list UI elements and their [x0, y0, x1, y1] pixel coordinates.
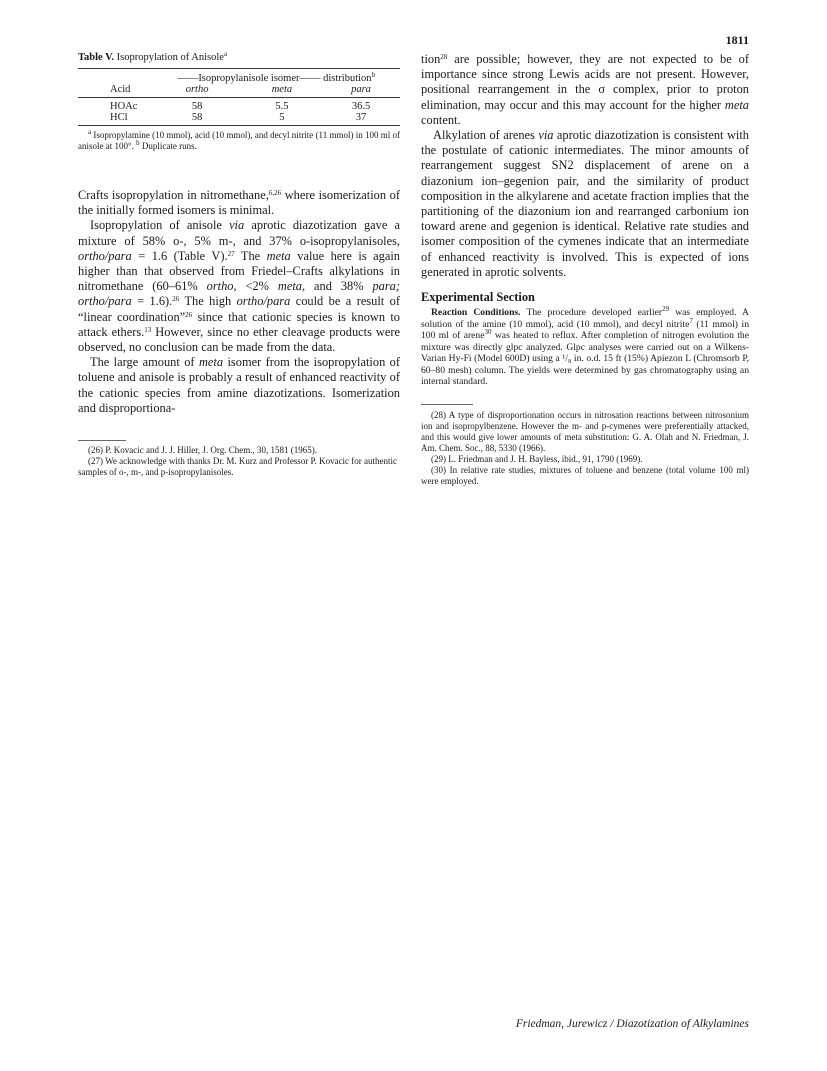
- paragraph: Alkylation of arenes via aprotic diazotization is consistent with the postulate of cationic intermediates. The minor amounts of rearrangement suggest SN2 displacement of arene on a diazonium ion–gegenion pair, and the similarity of product composition in the alkylarene and acetate fraction implies that the partitioning of the diazonium ion and rearranged carbonium ion toward arene and gegenion is identical. Relative rate studies and isomer composition of the cymenes indicate that an intermediate of enhanced reactivity is involved. This is expected of ions generated in aprotic solvents.: [421, 128, 749, 279]
- table-row: [78, 112, 400, 126]
- cell-ortho: 58: [152, 112, 241, 126]
- paragraph: Isopropylation of anisole via aprotic diazotization gave a mixture of 58% o-, 5% m-, and 37% o-isopropylanisoles, ortho/para = 1.6 (Table V).$^{27}$ The meta value here is again higher than that observed from Friedel–Crafts alkylations in nitromethane (60–61% ortho, <2% meta, and 38% para; ortho/para = 1.6).$^{26}$ The high ortho/para could be a result of “linear coordination”$^{26}$ since that cationic species is known to attack ethers.$^{13}$ However, since no ether cleavage products were observed, no conclusion can be made from the data.: [78, 218, 401, 355]
- experimental-text: [421, 307, 749, 388]
- isomer-table: [78, 68, 400, 126]
- cell-para: 37: [322, 112, 400, 126]
- footnote: (27) We acknowledge with thanks Dr. M. Kurz and Professor P. Kovacic for authentic samples of o-, m-, and p-isopropylanisoles.: [78, 456, 398, 478]
- table-group-header: ——Isopropylanisole isomer—— distribution$^b$: [177, 71, 376, 84]
- table-label: Table V.: [78, 52, 114, 63]
- table-note-b: Duplicate runs.: [141, 141, 197, 151]
- group-header-mark: b: [371, 71, 376, 79]
- left-footnotes: [78, 440, 400, 478]
- col-header-para: para: [322, 84, 400, 98]
- left-body-text: [78, 188, 400, 416]
- table-note-a: Isopropylamine (10 mmol), acid (10 mmol), and decyl nitrite (11 mmol) in 100 ml of anisole at 100°.: [78, 130, 400, 151]
- cell-para: 36.5: [351, 101, 371, 112]
- col-header-acid: Acid: [78, 84, 152, 98]
- cell-ortho: 58: [191, 101, 203, 112]
- footnote: (26) P. Kovacic and J. J. Hiller, J. Org. Chem., 30, 1581 (1965).: [88, 445, 317, 456]
- running-footer: Friedman, Jurewicz / Diazotization of Alkylamines: [515, 1018, 749, 1030]
- table-title: Isopropylation of Anisole: [116, 52, 224, 63]
- table-caption: [78, 52, 400, 63]
- section-heading: Experimental Section: [421, 290, 535, 305]
- table-row: [78, 98, 400, 113]
- left-column: [78, 52, 400, 478]
- paragraph: The large amount of meta isomer from the isopropylation of toluene and anisole is probably a result of enhanced reactivity of the cationic species from amine diazotizations. Isomerization and disproportiona-: [78, 355, 401, 415]
- paragraph: tion$^{28}$ are possible; however, they are not expected to be of importance since strong Lewis acids are not present. However, positional rearrangement in the σ complex, prior to proton elimination, may occur and this may account for the higher meta content.: [421, 52, 749, 127]
- cell-meta: 5.5: [275, 101, 289, 112]
- cell-acid: HOAc: [110, 101, 138, 112]
- page-number: 1811: [725, 33, 749, 47]
- cell-acid: HCl: [78, 112, 152, 126]
- col-header-ortho: ortho: [152, 84, 241, 98]
- cell-meta: 5: [242, 112, 322, 126]
- paragraph: Reaction Conditions. The procedure developed earlier$^{29}$ was employed. A solution of the amine (10 mmol), acid (10 mmol), and decyl nitrite$^7$ (11 mmol) in 100 ml of arene$^{30}$ was heated to reflux. After completion of nitrogen evolution the mixture was directly glpc analyzed. Glpc analyses were carried out on a Wilkens-Varian Hy-Fi (Model 600D) using a ¹/₈ in. o.d. 15 ft (15%) Apiezon L (Chromsorb P, 60–80 mesh) column. The yields were determined by gas chromatography using an internal standard.: [421, 305, 749, 388]
- right-column: [421, 52, 749, 487]
- right-body-text: [421, 52, 749, 280]
- footnote: (30) In relative rate studies, mixtures of toluene and benzene (total volume 100 ml) were employed.: [421, 464, 749, 486]
- footnote: (29) L. Friedman and J. H. Bayless, ibid., 91, 1790 (1969).: [431, 453, 643, 464]
- footnote: (28) A type of disproportionation occurs in nitrosation reactions between nitrosonium ion and isopropylbenzene. However the m- and p-cymenes were preferentially attacked, and this would give lower amounts of meta substitution: G. A. Olah and N. Friedman, J. Am. Chem. Soc., 88, 5330 (1966).: [421, 409, 749, 453]
- table-title-mark: a: [223, 50, 228, 58]
- table-notes: $^a$ Isopropylamine (10 mmol), acid (10 mmol), and decyl nitrite (11 mmol) in 100 ml of anisole at 100°. $^b$ Duplicate runs.: [78, 128, 400, 151]
- col-header-meta: meta: [242, 84, 322, 98]
- right-footnotes: [421, 404, 749, 487]
- paragraph: Crafts isopropylation in nitromethane,$^{6,26}$ where isomerization of the initially formed isomers is minimal.: [78, 188, 400, 218]
